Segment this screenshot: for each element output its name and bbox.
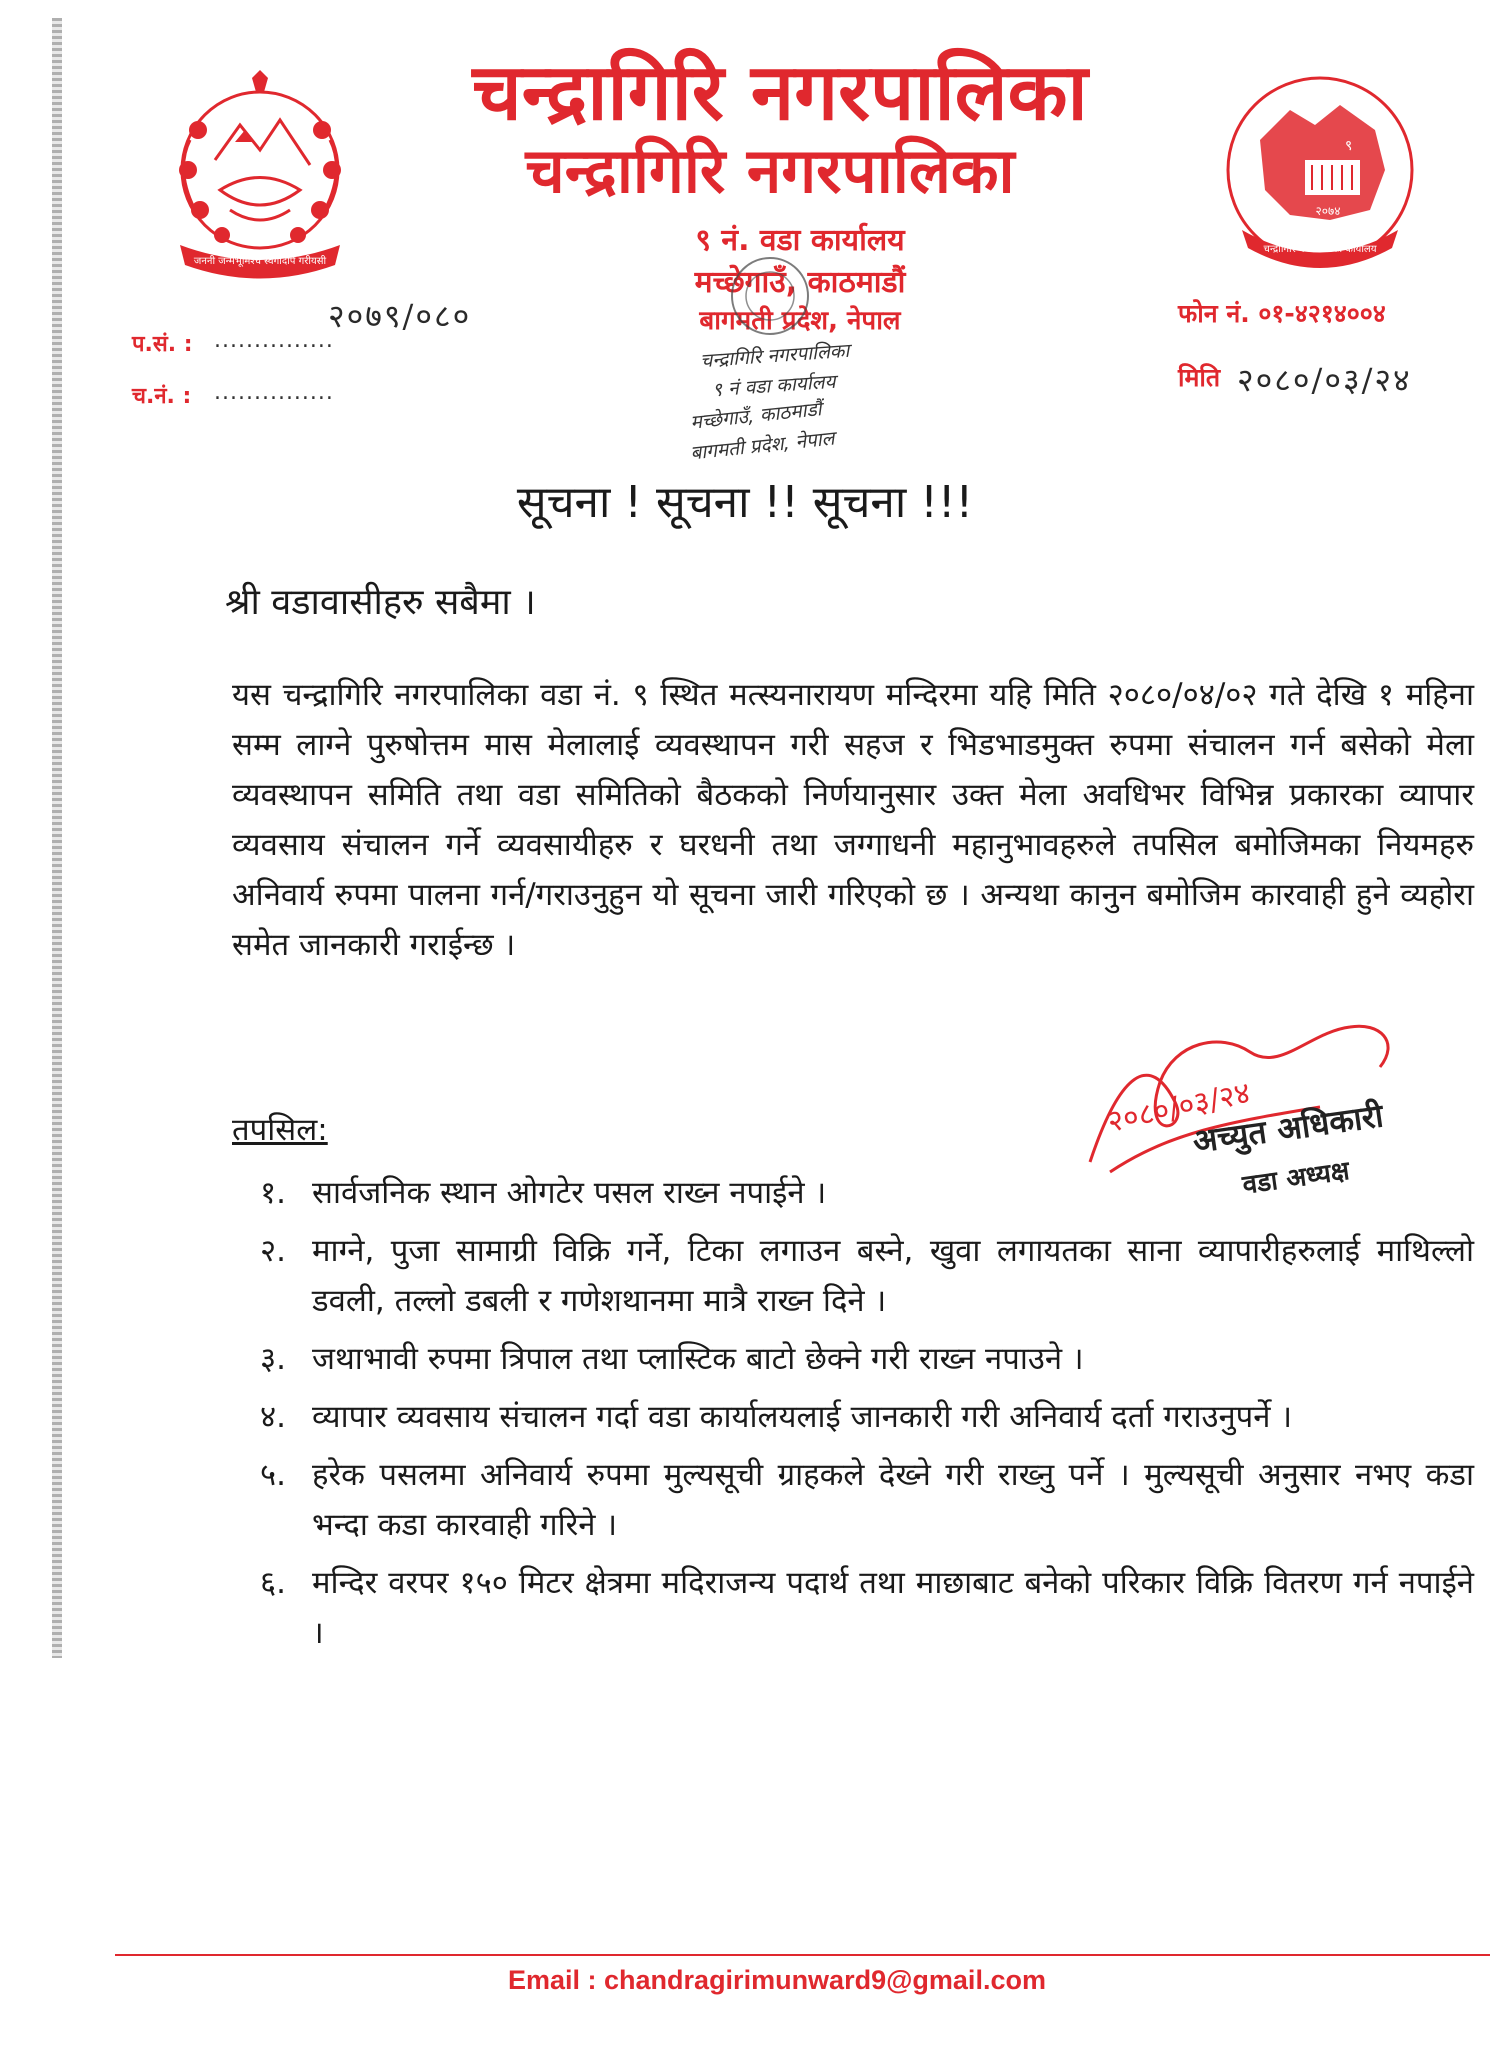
salutation: श्री वडावासीहरु सबैमा ।	[225, 582, 536, 623]
stamp-text-1: चन्द्रागिरि नगरपालिका	[699, 339, 850, 373]
notice-heading: सूचना ! सूचना !! सूचना !!!	[516, 477, 974, 528]
rule-text: हरेक पसलमा अनिवार्य रुपमा मुल्यसूची ग्राहकले देख्ने गरी राख्नु पर्ने । मुल्यसूची अनुसार नभए कडा भन्दा कडा कारवाही गरिने ।	[312, 1457, 1474, 1543]
emblem-motto: जननी जन्मभूमिश्च स्वर्गादपि गरीयसी	[193, 256, 327, 267]
cha-na-dots: ...............	[214, 380, 334, 405]
phone-number: फोन नं. ०१-४२१४००४	[1178, 299, 1386, 328]
signatory-post: वडा अध्यक्ष	[1240, 1155, 1352, 1201]
municipality-title: चन्द्रागिरि नगरपालिका	[472, 48, 1088, 138]
list-item	[260, 1558, 1474, 1658]
signature-date: २०८०/०३/२४	[1104, 1075, 1254, 1140]
list-item	[260, 1168, 1474, 1218]
logo-ward-number: ९	[1345, 138, 1353, 154]
office-province: बागमती प्रदेश, नेपाल	[699, 306, 901, 336]
rule-number: ३.	[260, 1341, 286, 1377]
date-value-handwritten: २०८०/०३/२४	[1237, 361, 1412, 399]
logo-caption: चन्द्रागिरि नगरपालिका कार्यालय	[1263, 244, 1377, 255]
logo-year: २०७४	[1315, 204, 1341, 218]
stamp-text-2: ९ नं वडा कार्यालय	[711, 370, 837, 402]
rule-number: १.	[260, 1175, 286, 1211]
list-item	[260, 1334, 1474, 1384]
signatory-name: अच्युत अधिकारी	[1190, 1096, 1386, 1161]
pa-sa-dots: ...............	[214, 328, 334, 353]
municipality-map-logo	[1220, 70, 1420, 270]
rule-text: जथाभावी रुपमा त्रिपाल तथा प्लास्टिक बाटो छेक्ने गरी राख्न नपाउने ।	[312, 1341, 1084, 1377]
ward-office-name: ९ नं. वडा कार्यालय	[695, 223, 905, 258]
rule-number: ६.	[260, 1565, 286, 1601]
binding-edge	[52, 18, 62, 1658]
stamp-text-3: मच्छेगाउँ, काठमाडौं	[689, 398, 823, 434]
rule-number: ५.	[260, 1457, 286, 1493]
list-item	[260, 1450, 1474, 1550]
rule-text: मन्दिर वरपर १५० मिटर क्षेत्रमा मदिराजन्य पदार्थ तथा माछाबाट बनेको परिकार विक्रि वितरण गर्न नपाईने ।	[312, 1565, 1474, 1651]
rules-list	[260, 1168, 1474, 1666]
notice-body: यस चन्द्रागिरि नगरपालिका वडा नं. ९ स्थित मत्स्यनारायण मन्दिरमा यहि मिति २०८०/०४/०२ गते देखि १ महिना सम्म लाग्ने पुरुषोत्तम मास मेलालाई व्यवस्थापन गरी सहज र भिडभाडमुक्त रुपमा संचालन गर्न बसेको मेला व्यवस्थापन समिति तथा वडा समितिको बैठकको निर्णयानुसार उक्त मेला अवधिभर विभिन्न प्रकारका व्यापार व्यवसाय संचालन गर्ने व्यवसायीहरु र घरधनी तथा जग्गाधनी महानुभावहरुले तपसिल बमोजिमका नियमहरु अनिवार्य रुपमा पालना गर्न/गराउनुहुन यो सूचना जारी गरिएको छ । अन्यथा कानुन बमोजिम कारवाही हुने व्यहोरा समेत जानकारी गराईन्छ ।	[232, 677, 1474, 963]
rule-text: सार्वजनिक स्थान ओगटेर पसल राख्न नपाईने ।	[312, 1175, 827, 1211]
footer-email: Email : chandragirimunward9@gmail.com	[508, 1965, 1046, 1995]
rule-text: व्यापार व्यवसाय संचालन गर्दा वडा कार्यालयलाई जानकारी गरी अनिवार्य दर्ता गराउनुपर्ने ।	[312, 1399, 1293, 1435]
tapasil-label: तपसिल:	[232, 1112, 328, 1148]
rule-text: माग्ने, पुजा सामाग्री विक्रि गर्ने, टिका लगाउन बस्ने, खुवा लगायतका साना व्यापारीहरुलाई माथिल्लो डवली, तल्लो डबली र गणेशथानमा मात्रै राख्न दिने ।	[312, 1233, 1474, 1319]
reference-number-handwritten: २०७९/०८०	[328, 297, 472, 335]
cha-na-label: च.नं. :	[132, 384, 192, 409]
stamp-text-4: बागमती प्रदेश, नेपाल	[689, 427, 836, 465]
office-address: मच्छेगाउँ, काठमाडौं	[694, 265, 906, 300]
municipality-title-secondary: चन्द्रागिरि नगरपालिका	[525, 134, 1015, 207]
rule-number: ४.	[260, 1399, 286, 1435]
rule-number: २.	[260, 1233, 286, 1269]
list-item	[260, 1226, 1474, 1326]
list-item	[260, 1392, 1474, 1442]
nepal-emblem-logo	[160, 70, 360, 280]
footer-divider	[115, 1954, 1490, 1956]
date-label: मिति	[1178, 363, 1221, 392]
pa-sa-label: प.सं. :	[132, 332, 193, 357]
